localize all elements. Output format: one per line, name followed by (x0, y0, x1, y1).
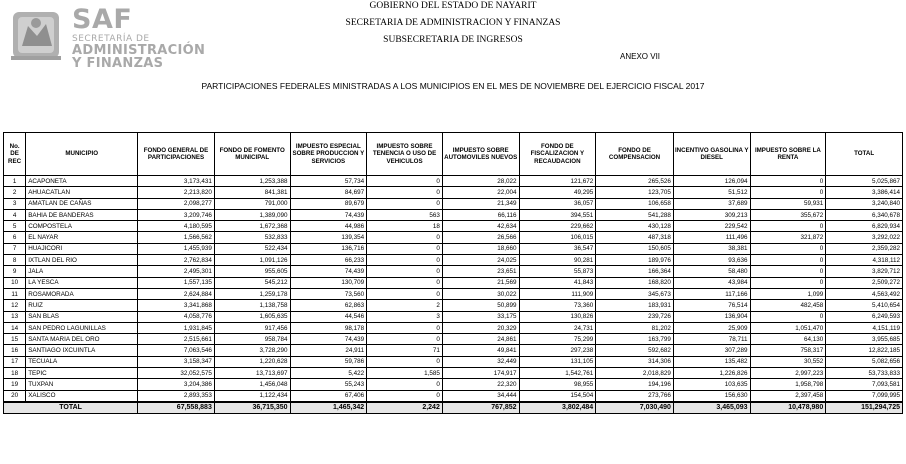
municipio-cell: AMATLAN DE CAÑAS (26, 198, 138, 209)
total-cell: 2,242 (367, 402, 443, 414)
amount-cell: 18,660 (442, 243, 519, 254)
amount-cell: 28,022 (442, 176, 519, 187)
col-header-isan: IMPUESTO SOBRE AUTOMOVILES NUEVOS (442, 133, 519, 176)
row-number-cell: 7 (4, 243, 26, 254)
table-row (4, 209, 903, 220)
amount-cell: 1,566,562 (138, 232, 215, 243)
amount-cell: 4,563,492 (826, 288, 903, 299)
municipio-cell: SAN BLAS (26, 311, 138, 322)
amount-cell: 74,439 (290, 266, 367, 277)
amount-cell: 791,000 (214, 198, 290, 209)
municipio-cell: TUXPAN (26, 379, 138, 390)
amount-cell: 3,158,347 (138, 356, 215, 367)
municipio-cell: SAN PEDRO LAGUNILLAS (26, 322, 138, 333)
amount-cell: 3,341,868 (138, 300, 215, 311)
amount-cell: 0 (750, 243, 826, 254)
amount-cell: 0 (367, 232, 443, 243)
amount-cell: 43,984 (673, 277, 750, 288)
amount-cell: 307,289 (673, 345, 750, 356)
amount-cell: 36,057 (519, 198, 596, 209)
amount-cell: 189,976 (596, 255, 674, 266)
amount-cell: 66,116 (442, 209, 519, 220)
table-row (4, 243, 903, 254)
amount-cell: 136,716 (290, 243, 367, 254)
header-government: GOBIERNO DEL ESTADO DE NAYARIT (369, 1, 537, 11)
amount-cell: 3,173,431 (138, 176, 215, 187)
amount-cell: 1,456,048 (214, 379, 290, 390)
col-header-ieps: IMPUESTO ESPECIAL SOBRE PRODUCCION Y SERVICIOS (290, 133, 367, 176)
amount-cell: 345,673 (596, 288, 674, 299)
amount-cell: 841,381 (214, 187, 290, 198)
col-header-municipio: MUNICIPIO (26, 133, 138, 176)
amount-cell: 1,605,635 (214, 311, 290, 322)
amount-cell: 0 (367, 334, 443, 345)
amount-cell: 24,025 (442, 255, 519, 266)
amount-cell: 4,151,119 (826, 322, 903, 333)
amount-cell: 2,359,282 (826, 243, 903, 254)
amount-cell: 3,292,022 (826, 232, 903, 243)
amount-cell: 917,456 (214, 322, 290, 333)
amount-cell: 150,605 (596, 243, 674, 254)
amount-cell: 1,389,090 (214, 209, 290, 220)
amount-cell: 76,514 (673, 300, 750, 311)
amount-cell: 6,340,678 (826, 209, 903, 220)
table-header-row (4, 133, 903, 176)
amount-cell: 1,051,470 (750, 322, 826, 333)
amount-cell: 0 (750, 255, 826, 266)
row-number-cell: 8 (4, 255, 26, 266)
amount-cell: 41,843 (519, 277, 596, 288)
amount-cell: 183,931 (596, 300, 674, 311)
total-cell: 67,558,883 (138, 402, 215, 414)
amount-cell: 3,728,290 (214, 345, 290, 356)
amount-cell: 78,711 (673, 334, 750, 345)
amount-cell: 2,762,834 (138, 255, 215, 266)
col-header-no-line2: DE (10, 150, 19, 158)
row-number-cell: 16 (4, 345, 26, 356)
amount-cell: 1,585 (367, 368, 443, 379)
col-header-fofir: FONDO DE FISCALIZACION Y RECAUDACION (519, 133, 596, 176)
amount-cell: 0 (367, 390, 443, 402)
amount-cell: 13,713,697 (214, 368, 290, 379)
amount-cell: 34,444 (442, 390, 519, 402)
amount-cell: 532,833 (214, 232, 290, 243)
logo-line-2: SECRETARÍA DE (72, 34, 150, 44)
amount-cell: 229,542 (673, 221, 750, 232)
row-number-cell: 3 (4, 198, 26, 209)
total-label: TOTAL (4, 402, 138, 414)
amount-cell: 121,672 (519, 176, 596, 187)
amount-cell: 59,931 (750, 198, 826, 209)
amount-cell: 130,826 (519, 311, 596, 322)
amount-cell: 1,931,845 (138, 322, 215, 333)
report-title: PARTICIPACIONES FEDERALES MINISTRADAS A LOS MUNICIPIOS EN EL MES DE NOVIEMBRE DEL EJERCICIO FISCAL 2017 (201, 81, 705, 91)
amount-cell: 0 (367, 379, 443, 390)
amount-cell: 64,130 (750, 334, 826, 345)
amount-cell: 955,605 (214, 266, 290, 277)
table-row (4, 187, 903, 198)
table-row (4, 345, 903, 356)
amount-cell: 2,018,829 (596, 368, 674, 379)
amount-cell: 321,872 (750, 232, 826, 243)
amount-cell: 0 (750, 176, 826, 187)
row-number-cell: 20 (4, 390, 26, 402)
amount-cell: 2,397,458 (750, 390, 826, 402)
amount-cell: 20,329 (442, 322, 519, 333)
amount-cell: 37,689 (673, 198, 750, 209)
amount-cell: 7,093,581 (826, 379, 903, 390)
amount-cell: 117,166 (673, 288, 750, 299)
amount-cell: 592,682 (596, 345, 674, 356)
municipio-cell: AHUACATLAN (26, 187, 138, 198)
amount-cell: 24,911 (290, 345, 367, 356)
amount-cell: 0 (367, 243, 443, 254)
amount-cell: 0 (750, 187, 826, 198)
amount-cell: 62,863 (290, 300, 367, 311)
amount-cell: 3,955,685 (826, 334, 903, 345)
amount-cell: 90,281 (519, 255, 596, 266)
amount-cell: 273,766 (596, 390, 674, 402)
amount-cell: 0 (367, 288, 443, 299)
amount-cell: 74,439 (290, 209, 367, 220)
amount-cell: 239,726 (596, 311, 674, 322)
amount-cell: 38,381 (673, 243, 750, 254)
total-cell: 1,465,342 (290, 402, 367, 414)
amount-cell: 130,709 (290, 277, 367, 288)
row-number-cell: 13 (4, 311, 26, 322)
amount-cell: 1,455,939 (138, 243, 215, 254)
amount-cell: 3,240,840 (826, 198, 903, 209)
table-row (4, 379, 903, 390)
table-row (4, 288, 903, 299)
amount-cell: 131,105 (519, 356, 596, 367)
row-number-cell: 11 (4, 288, 26, 299)
table-row (4, 176, 903, 187)
municipio-cell: ROSAMORADA (26, 288, 138, 299)
amount-cell: 229,662 (519, 221, 596, 232)
total-cell: 36,715,350 (214, 402, 290, 414)
amount-cell: 106,015 (519, 232, 596, 243)
col-header-no-line1: No. (9, 142, 20, 150)
amount-cell: 1,259,178 (214, 288, 290, 299)
amount-cell: 154,504 (519, 390, 596, 402)
amount-cell: 7,063,546 (138, 345, 215, 356)
amount-cell: 265,526 (596, 176, 674, 187)
amount-cell: 1,542,761 (519, 368, 596, 379)
amount-cell: 3,209,746 (138, 209, 215, 220)
amount-cell: 32,052,575 (138, 368, 215, 379)
amount-cell: 168,820 (596, 277, 674, 288)
amount-cell: 2 (367, 300, 443, 311)
amount-cell: 136,904 (673, 311, 750, 322)
amount-cell: 98,178 (290, 322, 367, 333)
amount-cell: 1,253,388 (214, 176, 290, 187)
row-number-cell: 5 (4, 221, 26, 232)
amount-cell: 0 (750, 277, 826, 288)
municipio-cell: RUIZ (26, 300, 138, 311)
municipio-cell: ACAPONETA (26, 176, 138, 187)
amount-cell: 23,651 (442, 266, 519, 277)
col-header-no (4, 133, 26, 176)
amount-cell: 0 (367, 277, 443, 288)
col-header-tenencia: IMPUESTO SOBRE TENENCIA O USO DE VEHICULOS (367, 133, 443, 176)
row-number-cell: 19 (4, 379, 26, 390)
amount-cell: 51,512 (673, 187, 750, 198)
table-row (4, 232, 903, 243)
amount-cell: 135,482 (673, 356, 750, 367)
municipio-cell: JALA (26, 266, 138, 277)
municipio-cell: TECUALA (26, 356, 138, 367)
amount-cell: 21,349 (442, 198, 519, 209)
table-row (4, 277, 903, 288)
amount-cell: 430,128 (596, 221, 674, 232)
municipio-cell: XALISCO (26, 390, 138, 402)
amount-cell: 758,317 (750, 345, 826, 356)
amount-cell: 12,822,185 (826, 345, 903, 356)
amount-cell: 111,909 (519, 288, 596, 299)
amount-cell: 2,893,353 (138, 390, 215, 402)
amount-cell: 6,829,934 (826, 221, 903, 232)
amount-cell: 75,299 (519, 334, 596, 345)
amount-cell: 2,213,820 (138, 187, 215, 198)
amount-cell: 103,635 (673, 379, 750, 390)
amount-cell: 67,406 (290, 390, 367, 402)
amount-cell: 53,733,833 (826, 368, 903, 379)
amount-cell: 55,873 (519, 266, 596, 277)
amount-cell: 0 (367, 356, 443, 367)
amount-cell: 563 (367, 209, 443, 220)
amount-cell: 98,955 (519, 379, 596, 390)
table-row (4, 221, 903, 232)
amount-cell: 1,672,368 (214, 221, 290, 232)
row-number-cell: 4 (4, 209, 26, 220)
amount-cell: 3,204,386 (138, 379, 215, 390)
amount-cell: 59,786 (290, 356, 367, 367)
amount-cell: 74,439 (290, 334, 367, 345)
amount-cell: 0 (367, 322, 443, 333)
row-number-cell: 12 (4, 300, 26, 311)
amount-cell: 1,091,126 (214, 255, 290, 266)
amount-cell: 2,515,661 (138, 334, 215, 345)
total-cell: 151,294,725 (826, 402, 903, 414)
row-number-cell: 6 (4, 232, 26, 243)
amount-cell: 73,360 (519, 300, 596, 311)
amount-cell: 44,546 (290, 311, 367, 322)
amount-cell: 18 (367, 221, 443, 232)
table-row (4, 390, 903, 402)
amount-cell: 314,306 (596, 356, 674, 367)
row-number-cell: 9 (4, 266, 26, 277)
amount-cell: 487,318 (596, 232, 674, 243)
amount-cell: 123,705 (596, 187, 674, 198)
total-cell: 10,478,980 (750, 402, 826, 414)
amount-cell: 126,094 (673, 176, 750, 187)
amount-cell: 3 (367, 311, 443, 322)
municipio-cell: BAHIA DE BANDERAS (26, 209, 138, 220)
table-row (4, 255, 903, 266)
amount-cell: 3,386,414 (826, 187, 903, 198)
col-header-ffm: FONDO DE FOMENTO MUNICIPAL (214, 133, 290, 176)
amount-cell: 50,899 (442, 300, 519, 311)
amount-cell: 22,004 (442, 187, 519, 198)
amount-cell: 26,566 (442, 232, 519, 243)
amount-cell: 111,496 (673, 232, 750, 243)
municipio-cell: HUAJICORI (26, 243, 138, 254)
amount-cell: 4,180,595 (138, 221, 215, 232)
municipio-cell: TEPIC (26, 368, 138, 379)
amount-cell: 545,212 (214, 277, 290, 288)
table-row (4, 356, 903, 367)
municipio-cell: SANTIAGO IXCUINTLA (26, 345, 138, 356)
amount-cell: 194,196 (596, 379, 674, 390)
table-row (4, 368, 903, 379)
row-number-cell: 14 (4, 322, 26, 333)
row-number-cell: 10 (4, 277, 26, 288)
amount-cell: 2,997,223 (750, 368, 826, 379)
col-header-fgp: FONDO GENERAL DE PARTICIPACIONES (138, 133, 215, 176)
amount-cell: 106,658 (596, 198, 674, 209)
amount-cell: 89,679 (290, 198, 367, 209)
col-header-incentivo: INCENTIVO GASOLINA Y DIESEL (673, 133, 750, 176)
amount-cell: 958,784 (214, 334, 290, 345)
participaciones-table (3, 132, 903, 414)
table-row (4, 334, 903, 345)
row-number-cell: 17 (4, 356, 26, 367)
row-number-cell: 2 (4, 187, 26, 198)
total-cell: 7,030,490 (596, 402, 674, 414)
municipio-cell: EL NAYAR (26, 232, 138, 243)
amount-cell: 522,434 (214, 243, 290, 254)
amount-cell: 1,958,798 (750, 379, 826, 390)
amount-cell: 309,213 (673, 209, 750, 220)
amount-cell: 174,917 (442, 368, 519, 379)
amount-cell: 0 (367, 198, 443, 209)
amount-cell: 163,799 (596, 334, 674, 345)
amount-cell: 0 (750, 266, 826, 277)
col-header-total: TOTAL (826, 133, 903, 176)
row-number-cell: 1 (4, 176, 26, 187)
amount-cell: 5,082,656 (826, 356, 903, 367)
amount-cell: 0 (750, 221, 826, 232)
amount-cell: 156,630 (673, 390, 750, 402)
table-row (4, 266, 903, 277)
amount-cell: 58,480 (673, 266, 750, 277)
amount-cell: 24,731 (519, 322, 596, 333)
amount-cell: 1,138,758 (214, 300, 290, 311)
logo-saf-text: SAF (72, 4, 133, 35)
amount-cell: 139,354 (290, 232, 367, 243)
total-cell: 3,465,093 (673, 402, 750, 414)
amount-cell: 0 (367, 255, 443, 266)
amount-cell: 33,175 (442, 311, 519, 322)
amount-cell: 166,364 (596, 266, 674, 277)
amount-cell: 42,634 (442, 221, 519, 232)
table-row (4, 322, 903, 333)
amount-cell: 57,734 (290, 176, 367, 187)
amount-cell: 482,458 (750, 300, 826, 311)
total-cell: 3,802,484 (519, 402, 596, 414)
amount-cell: 394,551 (519, 209, 596, 220)
municipio-cell: COMPOSTELA (26, 221, 138, 232)
amount-cell: 1,099 (750, 288, 826, 299)
municipio-cell: SANTA MARIA DEL ORO (26, 334, 138, 345)
amount-cell: 297,238 (519, 345, 596, 356)
amount-cell: 49,841 (442, 345, 519, 356)
col-header-no-line3: REC (8, 157, 22, 165)
amount-cell: 2,495,301 (138, 266, 215, 277)
amount-cell: 0 (367, 187, 443, 198)
amount-cell: 36,547 (519, 243, 596, 254)
amount-cell: 21,569 (442, 277, 519, 288)
amount-cell: 2,509,272 (826, 277, 903, 288)
amount-cell: 1,226,826 (673, 368, 750, 379)
logo-line-3: ADMINISTRACIÓN (72, 43, 206, 58)
amount-cell: 93,636 (673, 255, 750, 266)
annex-label: ANEXO VII (620, 52, 661, 61)
col-header-isr: IMPUESTO SOBRE LA RENTA (750, 133, 826, 176)
amount-cell: 0 (367, 266, 443, 277)
amount-cell: 1,220,628 (214, 356, 290, 367)
municipio-cell: IXTLAN DEL RIO (26, 255, 138, 266)
municipio-cell: LA YESCA (26, 277, 138, 288)
amount-cell: 84,697 (290, 187, 367, 198)
amount-cell: 0 (367, 176, 443, 187)
amount-cell: 55,243 (290, 379, 367, 390)
header-subsecretaria: SUBSECRETARIA DE INGRESOS (383, 35, 523, 45)
amount-cell: 5,422 (290, 368, 367, 379)
amount-cell: 30,022 (442, 288, 519, 299)
amount-cell: 44,986 (290, 221, 367, 232)
amount-cell: 4,058,776 (138, 311, 215, 322)
col-header-compensacion: FONDO DE COMPENSACION (596, 133, 674, 176)
amount-cell: 3,829,712 (826, 266, 903, 277)
amount-cell: 7,099,995 (826, 390, 903, 402)
amount-cell: 541,288 (596, 209, 674, 220)
amount-cell: 5,025,867 (826, 176, 903, 187)
amount-cell: 4,318,112 (826, 255, 903, 266)
amount-cell: 25,909 (673, 322, 750, 333)
table-row (4, 198, 903, 209)
header-secretaria: SECRETARIA DE ADMINISTRACION Y FINANZAS (345, 18, 561, 28)
amount-cell: 22,320 (442, 379, 519, 390)
total-row (4, 402, 903, 414)
amount-cell: 73,560 (290, 288, 367, 299)
amount-cell: 355,672 (750, 209, 826, 220)
amount-cell: 2,624,884 (138, 288, 215, 299)
amount-cell: 1,122,434 (214, 390, 290, 402)
amount-cell: 30,552 (750, 356, 826, 367)
amount-cell: 32,449 (442, 356, 519, 367)
amount-cell: 71 (367, 345, 443, 356)
amount-cell: 81,202 (596, 322, 674, 333)
total-cell: 767,852 (442, 402, 519, 414)
table-row (4, 311, 903, 322)
amount-cell: 5,410,654 (826, 300, 903, 311)
amount-cell: 0 (750, 311, 826, 322)
amount-cell: 1,557,135 (138, 277, 215, 288)
logo-line-4: Y FINANZAS (72, 56, 164, 71)
amount-cell: 66,233 (290, 255, 367, 266)
row-number-cell: 18 (4, 368, 26, 379)
table-row (4, 300, 903, 311)
amount-cell: 2,098,277 (138, 198, 215, 209)
amount-cell: 6,249,593 (826, 311, 903, 322)
amount-cell: 24,861 (442, 334, 519, 345)
row-number-cell: 15 (4, 334, 26, 345)
amount-cell: 49,295 (519, 187, 596, 198)
